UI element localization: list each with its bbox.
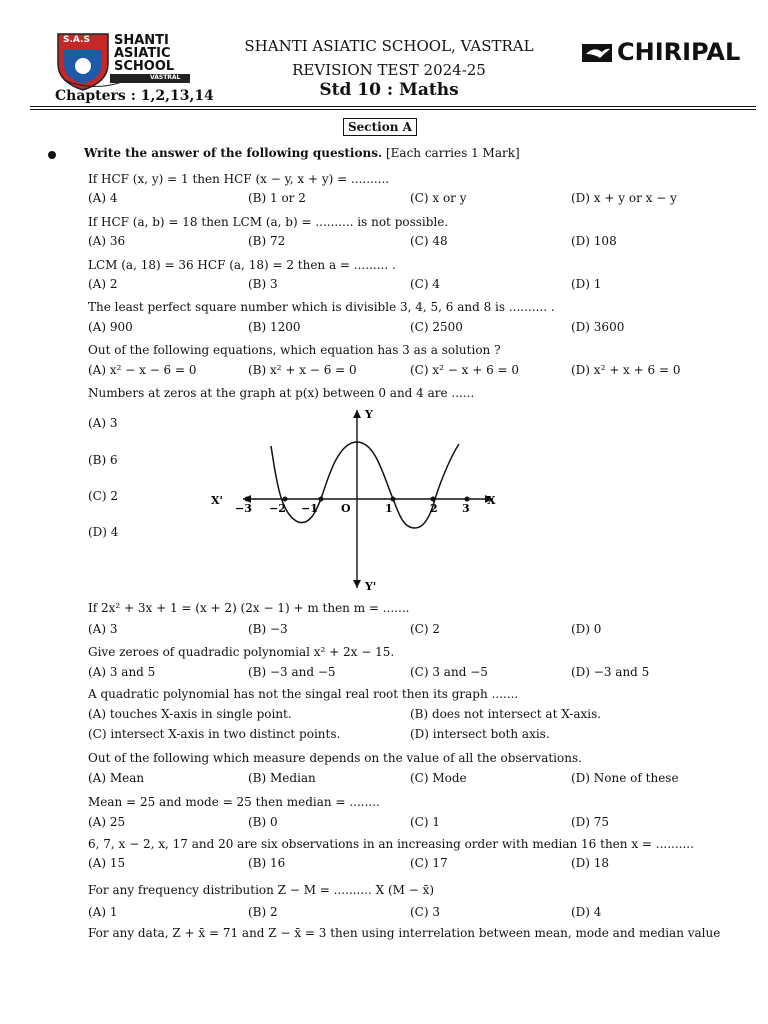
polynomial-graph [205, 404, 505, 594]
question-5: Out of the following equations, which equation has 3 as a solution ? [88, 343, 501, 357]
option-a: (A) 3 [88, 622, 118, 636]
question-10: Out of the following which measure depends on the value of all the observations. [88, 751, 582, 765]
school-name: SHANTI ASIATIC SCHOOL, VASTRAL [244, 37, 534, 55]
option-a: (A) 4 [88, 191, 118, 205]
logo-name-1: SHANTI [114, 33, 169, 48]
option-a: (A) 36 [88, 234, 126, 248]
option-b: (B) 0 [248, 815, 278, 829]
options-11 [88, 815, 748, 831]
question-1: If HCF (x, y) = 1 then HCF (x − y, x + y) = .......... [88, 172, 390, 186]
option-d: (D) 1 [571, 277, 602, 291]
option-c: (C) x or y [410, 191, 467, 205]
option-b: (B) 1 or 2 [248, 191, 306, 205]
option-a: (A) 3 and 5 [88, 665, 156, 679]
header-divider-2 [30, 109, 756, 110]
option-a: (A) 25 [88, 815, 126, 829]
chapters-label: Chapters : 1,2,13,14 [55, 88, 214, 104]
tick-label: −2 [269, 502, 286, 515]
logo-sub: VASTRAL [150, 74, 181, 81]
options-9-row-2 [88, 727, 748, 743]
option-d: (D) intersect both axis. [410, 727, 550, 741]
bird-icon [580, 40, 614, 66]
option-a: (A) Mean [88, 771, 145, 785]
options-10 [88, 771, 748, 787]
instruction-marks: [Each carries 1 Mark] [385, 146, 520, 160]
question-13: For any frequency distribution Z − M = .......... X (M − x̄) [88, 883, 435, 897]
option-a: (A) 900 [88, 320, 133, 334]
option-b: (B) 16 [248, 856, 286, 870]
option-b: (B) 3 [248, 277, 278, 291]
options-4 [88, 320, 748, 336]
question-3: LCM (a, 18) = 36 HCF (a, 18) = 2 then a = ......... . [88, 258, 396, 272]
tick-dot [391, 497, 396, 502]
question-7: If 2x² + 3x + 1 = (x + 2) (2x − 1) + m then m = ....... [88, 601, 410, 615]
x-axis-label: X [487, 494, 496, 507]
bullet [48, 151, 56, 159]
option-d: (D) −3 and 5 [571, 665, 650, 679]
options-12 [88, 856, 748, 872]
option-b: (B) 72 [248, 234, 286, 248]
tick-label: −1 [301, 502, 318, 515]
option-c: (C) x² − x + 6 = 0 [410, 363, 520, 377]
option-c: (C) 17 [410, 856, 448, 870]
tick-dot [319, 497, 324, 502]
logo-abbr: S.A.S [63, 35, 90, 45]
options-5 [88, 363, 748, 379]
question-6: Numbers at zeros at the graph at p(x) between 0 and 4 are ...... [88, 386, 475, 400]
option-b: (B) Median [248, 771, 316, 785]
tick-dot [283, 497, 288, 502]
question-9: A quadratic polynomial has not the singal real root then its graph ....... [88, 687, 519, 701]
test-name: REVISION TEST 2024-25 [292, 61, 486, 79]
option-b: (B) 1200 [248, 320, 301, 334]
instruction-text: Write the answer of the following questions. [84, 146, 383, 160]
sponsor-name: CHIRIPAL [617, 38, 741, 66]
option-d: (D) 4 [571, 905, 602, 919]
options-13 [88, 905, 748, 921]
option-c: (C) 2 [88, 489, 118, 503]
standard-title: Std 10 : Maths [319, 80, 459, 100]
question-2: If HCF (a, b) = 18 then LCM (a, b) = .......... is not possible. [88, 215, 449, 229]
y-axis-arrow-up [353, 410, 361, 418]
option-c: (C) 2 [410, 622, 440, 636]
header-divider [30, 106, 756, 107]
option-d: (D) 75 [571, 815, 610, 829]
question-12: 6, 7, x − 2, x, 17 and 20 are six observations in an increasing order with median 16 then x = .......... [88, 837, 694, 851]
tick-label: 2 [430, 502, 438, 515]
option-c: (C) 3 and −5 [410, 665, 488, 679]
option-a: (A) 15 [88, 856, 126, 870]
option-a: (A) 1 [88, 905, 118, 919]
polynomial-curve [271, 442, 459, 528]
option-b: (B) 2 [248, 905, 278, 919]
option-d: (D) 108 [571, 234, 617, 248]
option-b: (B) 6 [88, 453, 118, 467]
option-d: (D) 4 [88, 525, 119, 539]
question-8: Give zeroes of quadradic polynomial x² + 2x − 15. [88, 645, 395, 659]
option-d: (D) x² + x + 6 = 0 [571, 363, 681, 377]
option-d: (D) 18 [571, 856, 610, 870]
option-c: (C) Mode [410, 771, 467, 785]
y-axis-arrow-down [353, 580, 361, 588]
option-c: (C) 48 [410, 234, 448, 248]
option-c: (C) intersect X-axis in two distinct points. [88, 727, 341, 741]
option-d: (D) 3600 [571, 320, 625, 334]
instruction [84, 146, 520, 160]
option-a: (A) touches X-axis in single point. [88, 707, 292, 721]
tick-dot [431, 497, 436, 502]
tick-label: 1 [385, 502, 393, 515]
tick-dot [465, 497, 470, 502]
option-d: (D) x + y or x − y [571, 191, 677, 205]
question-14: For any data, Z + x̄ = 71 and Z − x̄ = 3 then using interrelation between mean, mode and median value [88, 926, 721, 940]
option-c: (C) 4 [410, 277, 440, 291]
options-3 [88, 277, 748, 293]
question-11: Mean = 25 and mode = 25 then median = ........ [88, 795, 380, 809]
sponsor-logo [580, 38, 741, 68]
option-c: (C) 3 [410, 905, 440, 919]
options-1 [88, 191, 748, 207]
option-d: (D) None of these [571, 771, 679, 785]
question-4: The least perfect square number which is divisible 3, 4, 5, 6 and 8 is .......... . [88, 300, 555, 314]
option-c: (C) 1 [410, 815, 440, 829]
option-a: (A) 3 [88, 416, 118, 430]
option-b: (B) does not intersect at X-axis. [410, 707, 602, 721]
y-neg-label: Y' [365, 580, 377, 593]
section-title: Section A [343, 118, 417, 136]
x-neg-label: X' [211, 494, 223, 507]
options-9-row-1 [88, 707, 748, 723]
option-d: (D) 0 [571, 622, 602, 636]
options-8 [88, 665, 748, 681]
origin-label: O [341, 502, 351, 515]
logo-name-3: SCHOOL [114, 59, 175, 74]
option-b: (B) x² + x − 6 = 0 [248, 363, 357, 377]
option-b: (B) −3 and −5 [248, 665, 336, 679]
options-2 [88, 234, 748, 250]
tick-label: 3 [462, 502, 470, 515]
option-a: (A) x² − x − 6 = 0 [88, 363, 197, 377]
logo-name-2: ASIATIC [114, 46, 171, 61]
options-7 [88, 622, 748, 638]
option-a: (A) 2 [88, 277, 118, 291]
tick-label: −3 [235, 502, 252, 515]
option-b: (B) −3 [248, 622, 288, 636]
y-axis-label: Y [365, 408, 373, 421]
tick-dot [245, 497, 250, 502]
option-c: (C) 2500 [410, 320, 463, 334]
